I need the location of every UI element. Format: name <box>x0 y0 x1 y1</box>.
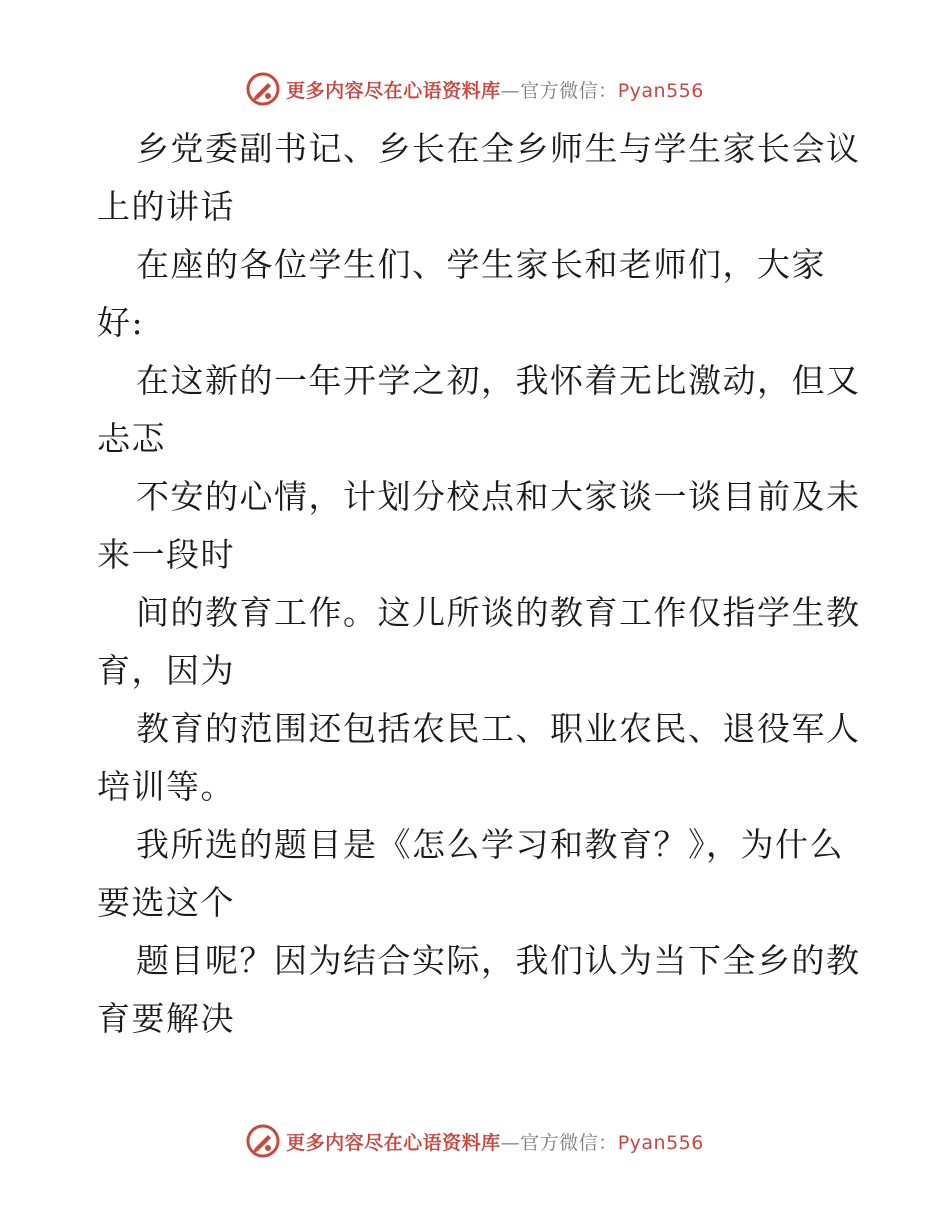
text-line: 间的教育工作。这儿所谈的教育工作仅指学生教 <box>136 593 861 632</box>
watermark-official-label: 官方微信： <box>520 79 618 102</box>
text-line: 在这新的一年开学之初，我怀着无比激动，但又 <box>136 361 861 400</box>
watermark-official-label: 官方微信： <box>520 1131 618 1154</box>
watermark-dash: — <box>500 1131 521 1154</box>
text-line: 乡党委副书记、乡长在全乡师生与学生家长会议 <box>136 129 861 168</box>
text-line: 忐忑 <box>97 419 166 458</box>
text-line: 教育的范围还包括农民工、职业农民、退役军人 <box>136 709 861 748</box>
text-line: 在座的各位学生们、学生家长和老师们，大家 <box>136 245 826 284</box>
footer-watermark <box>0 1124 950 1158</box>
text-line: 育要解决 <box>97 999 235 1038</box>
text-line: 我所选的题目是《怎么学习和教育？》，为什么 <box>136 825 844 864</box>
watermark-dash: — <box>500 79 521 102</box>
text-line: 不安的心情，计划分校点和大家谈一谈目前及未 <box>136 477 861 516</box>
text-line: 培训等。 <box>97 767 235 806</box>
watermark-brand: 更多内容尽在心语资料库 <box>286 79 501 102</box>
pen-logo-icon <box>246 1124 280 1158</box>
watermark-brand: 更多内容尽在心语资料库 <box>286 1131 501 1154</box>
text-line: 好: <box>97 303 145 342</box>
document-body <box>97 120 861 1048</box>
watermark-wechat-id: Pyan556 <box>617 79 704 102</box>
header-watermark <box>0 72 950 106</box>
text-line: 上的讲话 <box>97 187 235 226</box>
pen-logo-icon <box>246 72 280 106</box>
text-line: 育，因为 <box>97 651 235 690</box>
text-line: 题目呢？因为结合实际，我们认为当下全乡的教 <box>136 941 861 980</box>
watermark-wechat-id: Pyan556 <box>617 1131 704 1154</box>
text-line: 要选这个 <box>97 883 235 922</box>
text-line: 来一段时 <box>97 535 235 574</box>
